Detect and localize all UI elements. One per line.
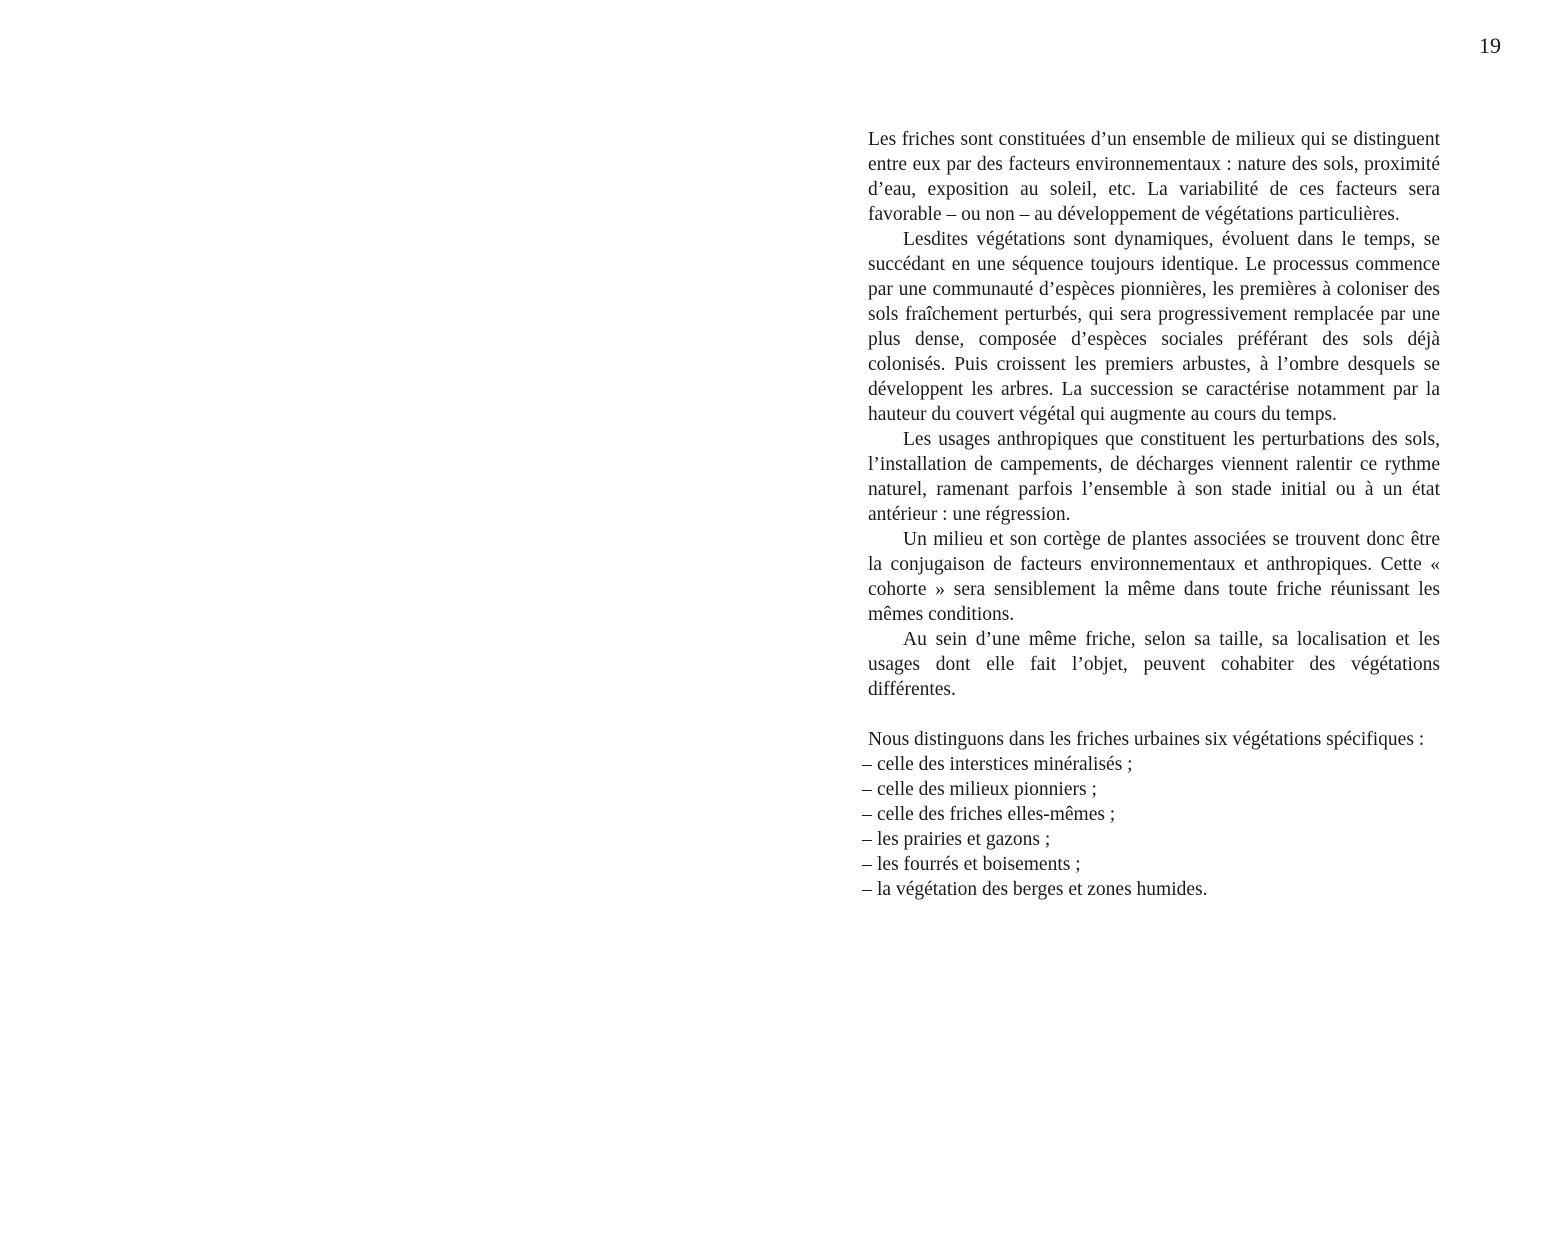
list-dash: – — [862, 779, 872, 800]
list-item — [862, 802, 1440, 827]
list-item-text: la végétation des berges et zones humides. — [877, 879, 1208, 900]
paragraph-1: Les friches sont constituées d’un ensemble de milieux qui se distinguent entre eux par des facteurs environnementaux : nature des sols, proximité d’eau, exposition au soleil, etc. La variabilité de ces facteurs sera favorable – ou non – au développement de végétations particulières. — [868, 129, 1440, 225]
list-item-text: celle des friches elles-mêmes ; — [877, 804, 1116, 825]
page-number: 19 — [1479, 33, 1501, 58]
list-item-text: les prairies et gazons ; — [877, 829, 1051, 850]
list-item — [862, 752, 1440, 777]
body-text — [862, 127, 1440, 902]
list-dash: – — [862, 854, 872, 875]
vegetation-list — [862, 752, 1440, 902]
list-dash: – — [862, 829, 872, 850]
right-page — [780, 0, 1559, 1240]
paragraph-spacer — [868, 702, 1440, 727]
list-item-text: les fourrés et boisements ; — [877, 854, 1081, 875]
list-dash: – — [862, 754, 872, 775]
paragraph-4: Un milieu et son cortège de plantes associées se trouvent donc être la conjugaison de facteurs environnementaux et anthropiques. Cette « cohorte » sera sensiblement la même dans toute friche réunissant les mêmes conditions. — [868, 529, 1440, 625]
paragraph-5: Au sein d’une même friche, selon sa taille, sa localisation et les usages dont elle fait l’objet, peuvent cohabiter des végétations différentes. — [868, 629, 1440, 700]
list-intro: Nous distinguons dans les friches urbaines six végétations spécifiques : — [868, 729, 1425, 750]
list-item — [862, 777, 1440, 802]
list-item — [862, 827, 1440, 852]
list-dash: – — [862, 804, 872, 825]
list-item-text: celle des milieux pionniers ; — [877, 779, 1097, 800]
paragraph-3: Les usages anthropiques que constituent les perturbations des sols, l’installation de campements, de décharges viennent ralentir ce rythme naturel, ramenant parfois l’ensemble à son stade initial ou à un état antérieur : une régression. — [868, 429, 1440, 525]
list-item — [862, 852, 1440, 877]
list-item — [862, 877, 1440, 902]
paragraph-2: Lesdites végétations sont dynamiques, évoluent dans le temps, se succédant en une séquence toujours identique. Le processus commence par une communauté d’espèces pionnières, les premières à coloniser des sols fraîchement perturbés, qui sera progressivement remplacée par une plus dense, composée d’espèces sociales préférant des sols déjà colonisés. Puis croissent les premiers arbustes, à l’ombre desquels se développent les arbres. La succession se caractérise notamment par la hauteur du couvert végétal qui augmente au cours du temps. — [868, 229, 1440, 425]
list-dash: – — [862, 879, 872, 900]
list-item-text: celle des interstices minéralisés ; — [877, 754, 1133, 775]
